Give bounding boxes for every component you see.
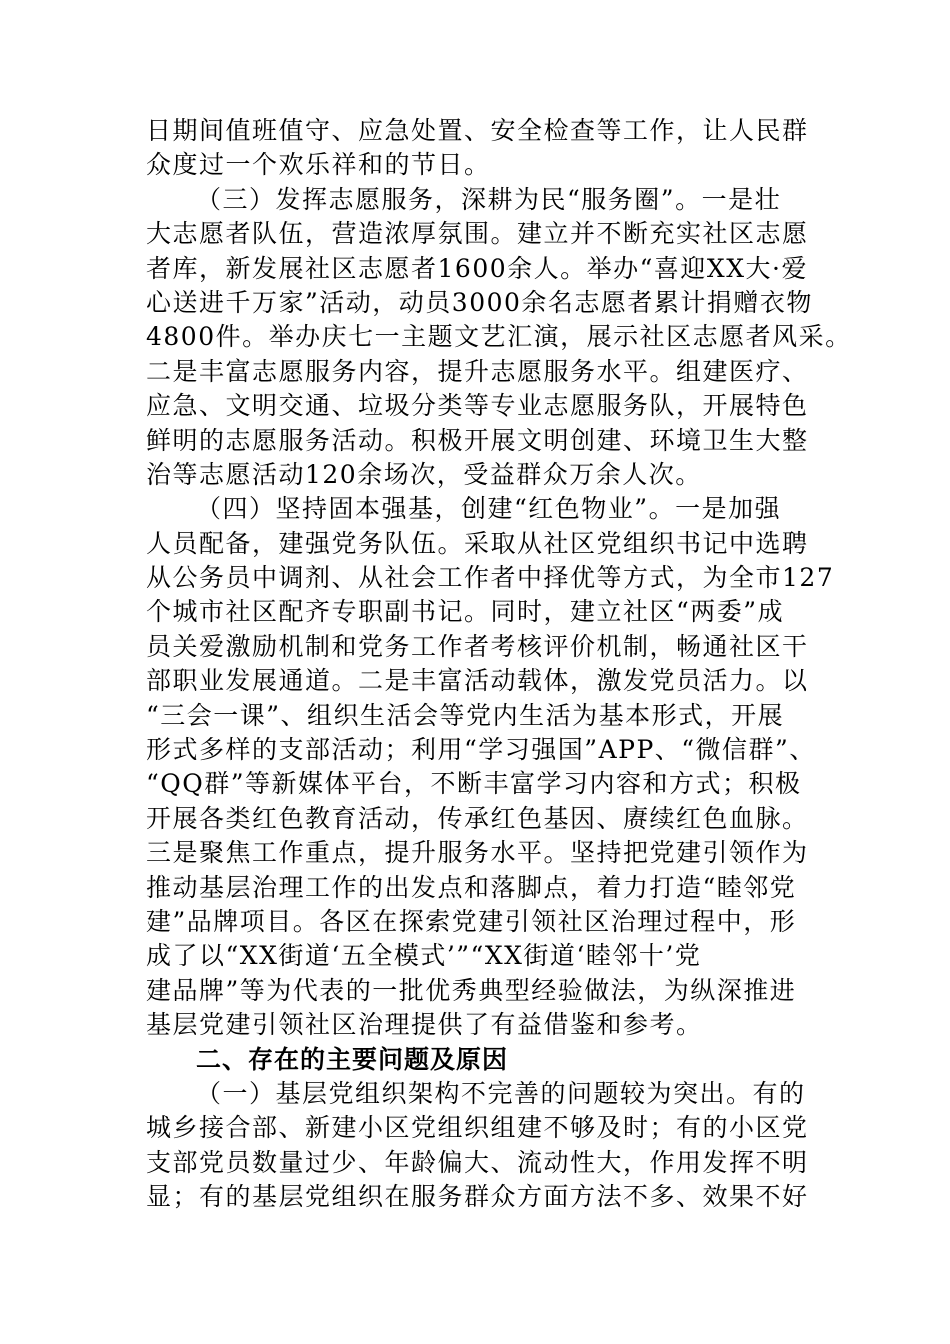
text-line: 部职业发展通道。二是丰富活动载体，激发党员活力。以 bbox=[146, 666, 809, 696]
text-line: 支部党员数量过少、年龄偏大、流动性大，作用发挥不明 bbox=[146, 1147, 809, 1177]
text-line: 者库，新发展社区志愿者1600余人。举办“喜迎XX大·爱 bbox=[146, 253, 808, 283]
text-line: 基层党建引领社区治理提供了有益借鉴和参考。 bbox=[146, 1010, 703, 1040]
section-heading: 二、存在的主要问题及原因 bbox=[196, 1044, 509, 1074]
text-line: 众度过一个欢乐祥和的节日。 bbox=[146, 150, 491, 180]
text-line: “QQ群”等新媒体平台，不断丰富学习内容和方式；积极 bbox=[146, 769, 802, 799]
text-line: “三会一课”、组织生活会等党内生活为基本形式，开展 bbox=[146, 700, 785, 730]
paragraph-start-line: （一）基层党组织架构不完善的问题较为突出。有的 bbox=[196, 1078, 806, 1108]
text-line: 从公务员中调剂、从社会工作者中择优等方式，为全市127 bbox=[146, 563, 835, 593]
text-line: 大志愿者队伍，营造浓厚氛围。建立并不断充实社区志愿 bbox=[146, 219, 809, 249]
text-line: 成了以“XX街道‘五全模式’”“XX街道‘睦邻十’党 bbox=[146, 941, 702, 971]
text-line: 治等志愿活动120余场次，受益群众万余人次。 bbox=[146, 459, 702, 489]
text-line: 4800件。举办庆七一主题文艺汇演，展示社区志愿者风采。 bbox=[146, 322, 852, 352]
text-line: 员关爱激励机制和党务工作者考核评价机制，畅通社区干 bbox=[146, 631, 809, 661]
paragraph-start-line: （四）坚持固本强基，创建“红色物业”。一是加强 bbox=[196, 494, 782, 524]
text-line: 显；有的基层党组织在服务群众方面方法不多、效果不好 bbox=[146, 1182, 809, 1212]
text-line: 形式多样的支部活动；利用“学习强国”APP、“微信群”、 bbox=[146, 735, 816, 765]
text-line: 人员配备，建强党务队伍。采取从社区党组织书记中选聘 bbox=[146, 528, 809, 558]
text-line: 开展各类红色教育活动，传承红色基因、赓续红色血脉。 bbox=[146, 803, 809, 833]
text-line: 建品牌”等为代表的一批优秀典型经验做法，为纵深推进 bbox=[146, 975, 797, 1005]
text-line: 心送进千万家”活动，动员3000余名志愿者累计捐赠衣物 bbox=[146, 287, 813, 317]
text-line: 个城市社区配齐专职副书记。同时，建立社区“两委”成 bbox=[146, 597, 785, 627]
text-line: 建”品牌项目。各区在探索党建引领社区治理过程中，形 bbox=[146, 906, 797, 936]
text-line: 鲜明的志愿服务活动。积极开展文明创建、环境卫生大整 bbox=[146, 425, 809, 455]
body-text bbox=[146, 114, 852, 1215]
paragraph-start-line: （三）发挥志愿服务，深耕为民“服务圈”。一是壮 bbox=[196, 184, 782, 214]
text-line: 应急、文明交通、垃圾分类等专业志愿服务队，开展特色 bbox=[146, 391, 809, 421]
text-line: 二是丰富志愿服务内容，提升志愿服务水平。组建医疗、 bbox=[146, 356, 809, 386]
text-line: 三是聚焦工作重点，提升服务水平。坚持把党建引领作为 bbox=[146, 838, 809, 868]
text-line: 城乡接合部、新建小区党组织组建不够及时；有的小区党 bbox=[146, 1113, 809, 1143]
text-line: 推动基层治理工作的出发点和落脚点，着力打造“睦邻党 bbox=[146, 872, 797, 902]
text-line: 日期间值班值守、应急处置、安全检查等工作，让人民群 bbox=[146, 116, 809, 145]
